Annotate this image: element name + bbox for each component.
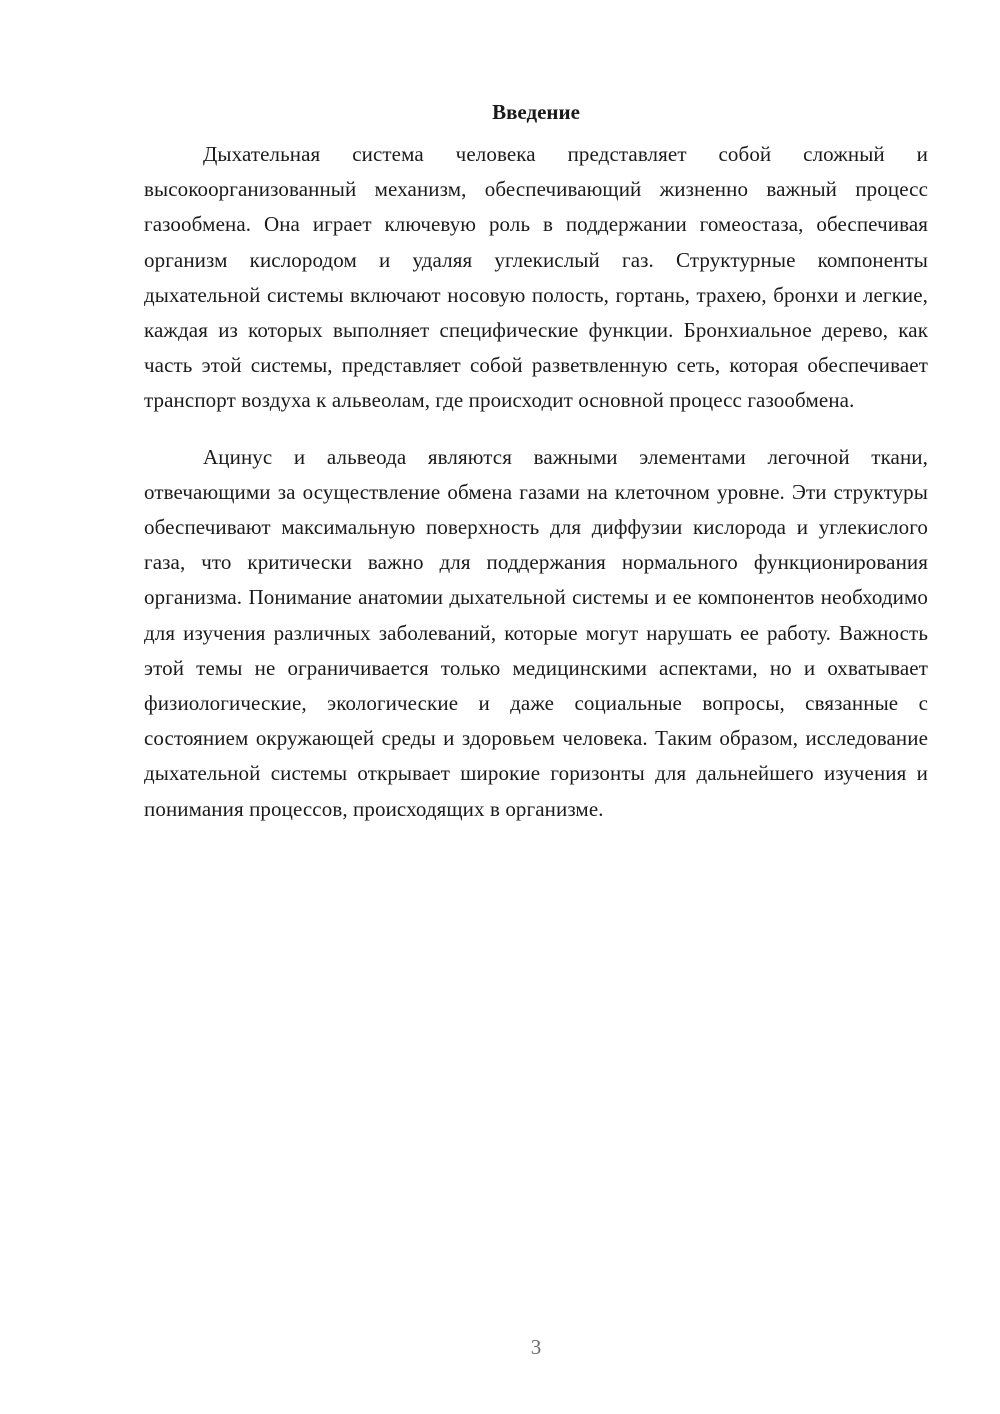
paragraph-1: Дыхательная система человека представляет собой сложный и высокоорганизованный механизм, обеспечивающий жизненно важный процесс газообмена. Она играет ключевую роль в поддержании гомеостаза, обеспечивая организм кислородом и удаляя углекислый газ. Структурные компоненты дыхательной системы включают носовую полость, гортань, трахею, бронхи и легкие, каждая из которых выполняет специфические функции. Бронхиальное дерево, как часть этой системы, представляет собой разветвленную сеть, которая обеспечивает транспорт воздуха к альвеолам, где происходит основной процесс газообмена.	[144, 142, 928, 413]
paragraph-2: Ацинус и альвеода являются важными элементами легочной ткани, отвечающими за осуществление обмена газами на клеточном уровне. Эти структуры обеспечивают максимальную поверхность для диффузии кислорода и углекислого газа, что критически важно для поддержания нормального функционирования организма. Понимание анатомии дыхательной системы и ее компонентов необходимо для изучения различных заболеваний, которые могут нарушать ее работу. Важность этой темы не ограничивается только медицинскими аспектами, но и охватывает физиологические, экологические и даже социальные вопросы, связанные с состоянием окружающей среды и здоровьем человека. Таким образом, исследование дыхательной системы открывает широкие горизонты для дальнейшего изучения и понимания процессов, происходящих в организме.	[144, 444, 928, 821]
page-number: 3	[530, 1335, 542, 1359]
page-content	[144, 98, 928, 848]
section-title: Введение	[492, 100, 580, 124]
